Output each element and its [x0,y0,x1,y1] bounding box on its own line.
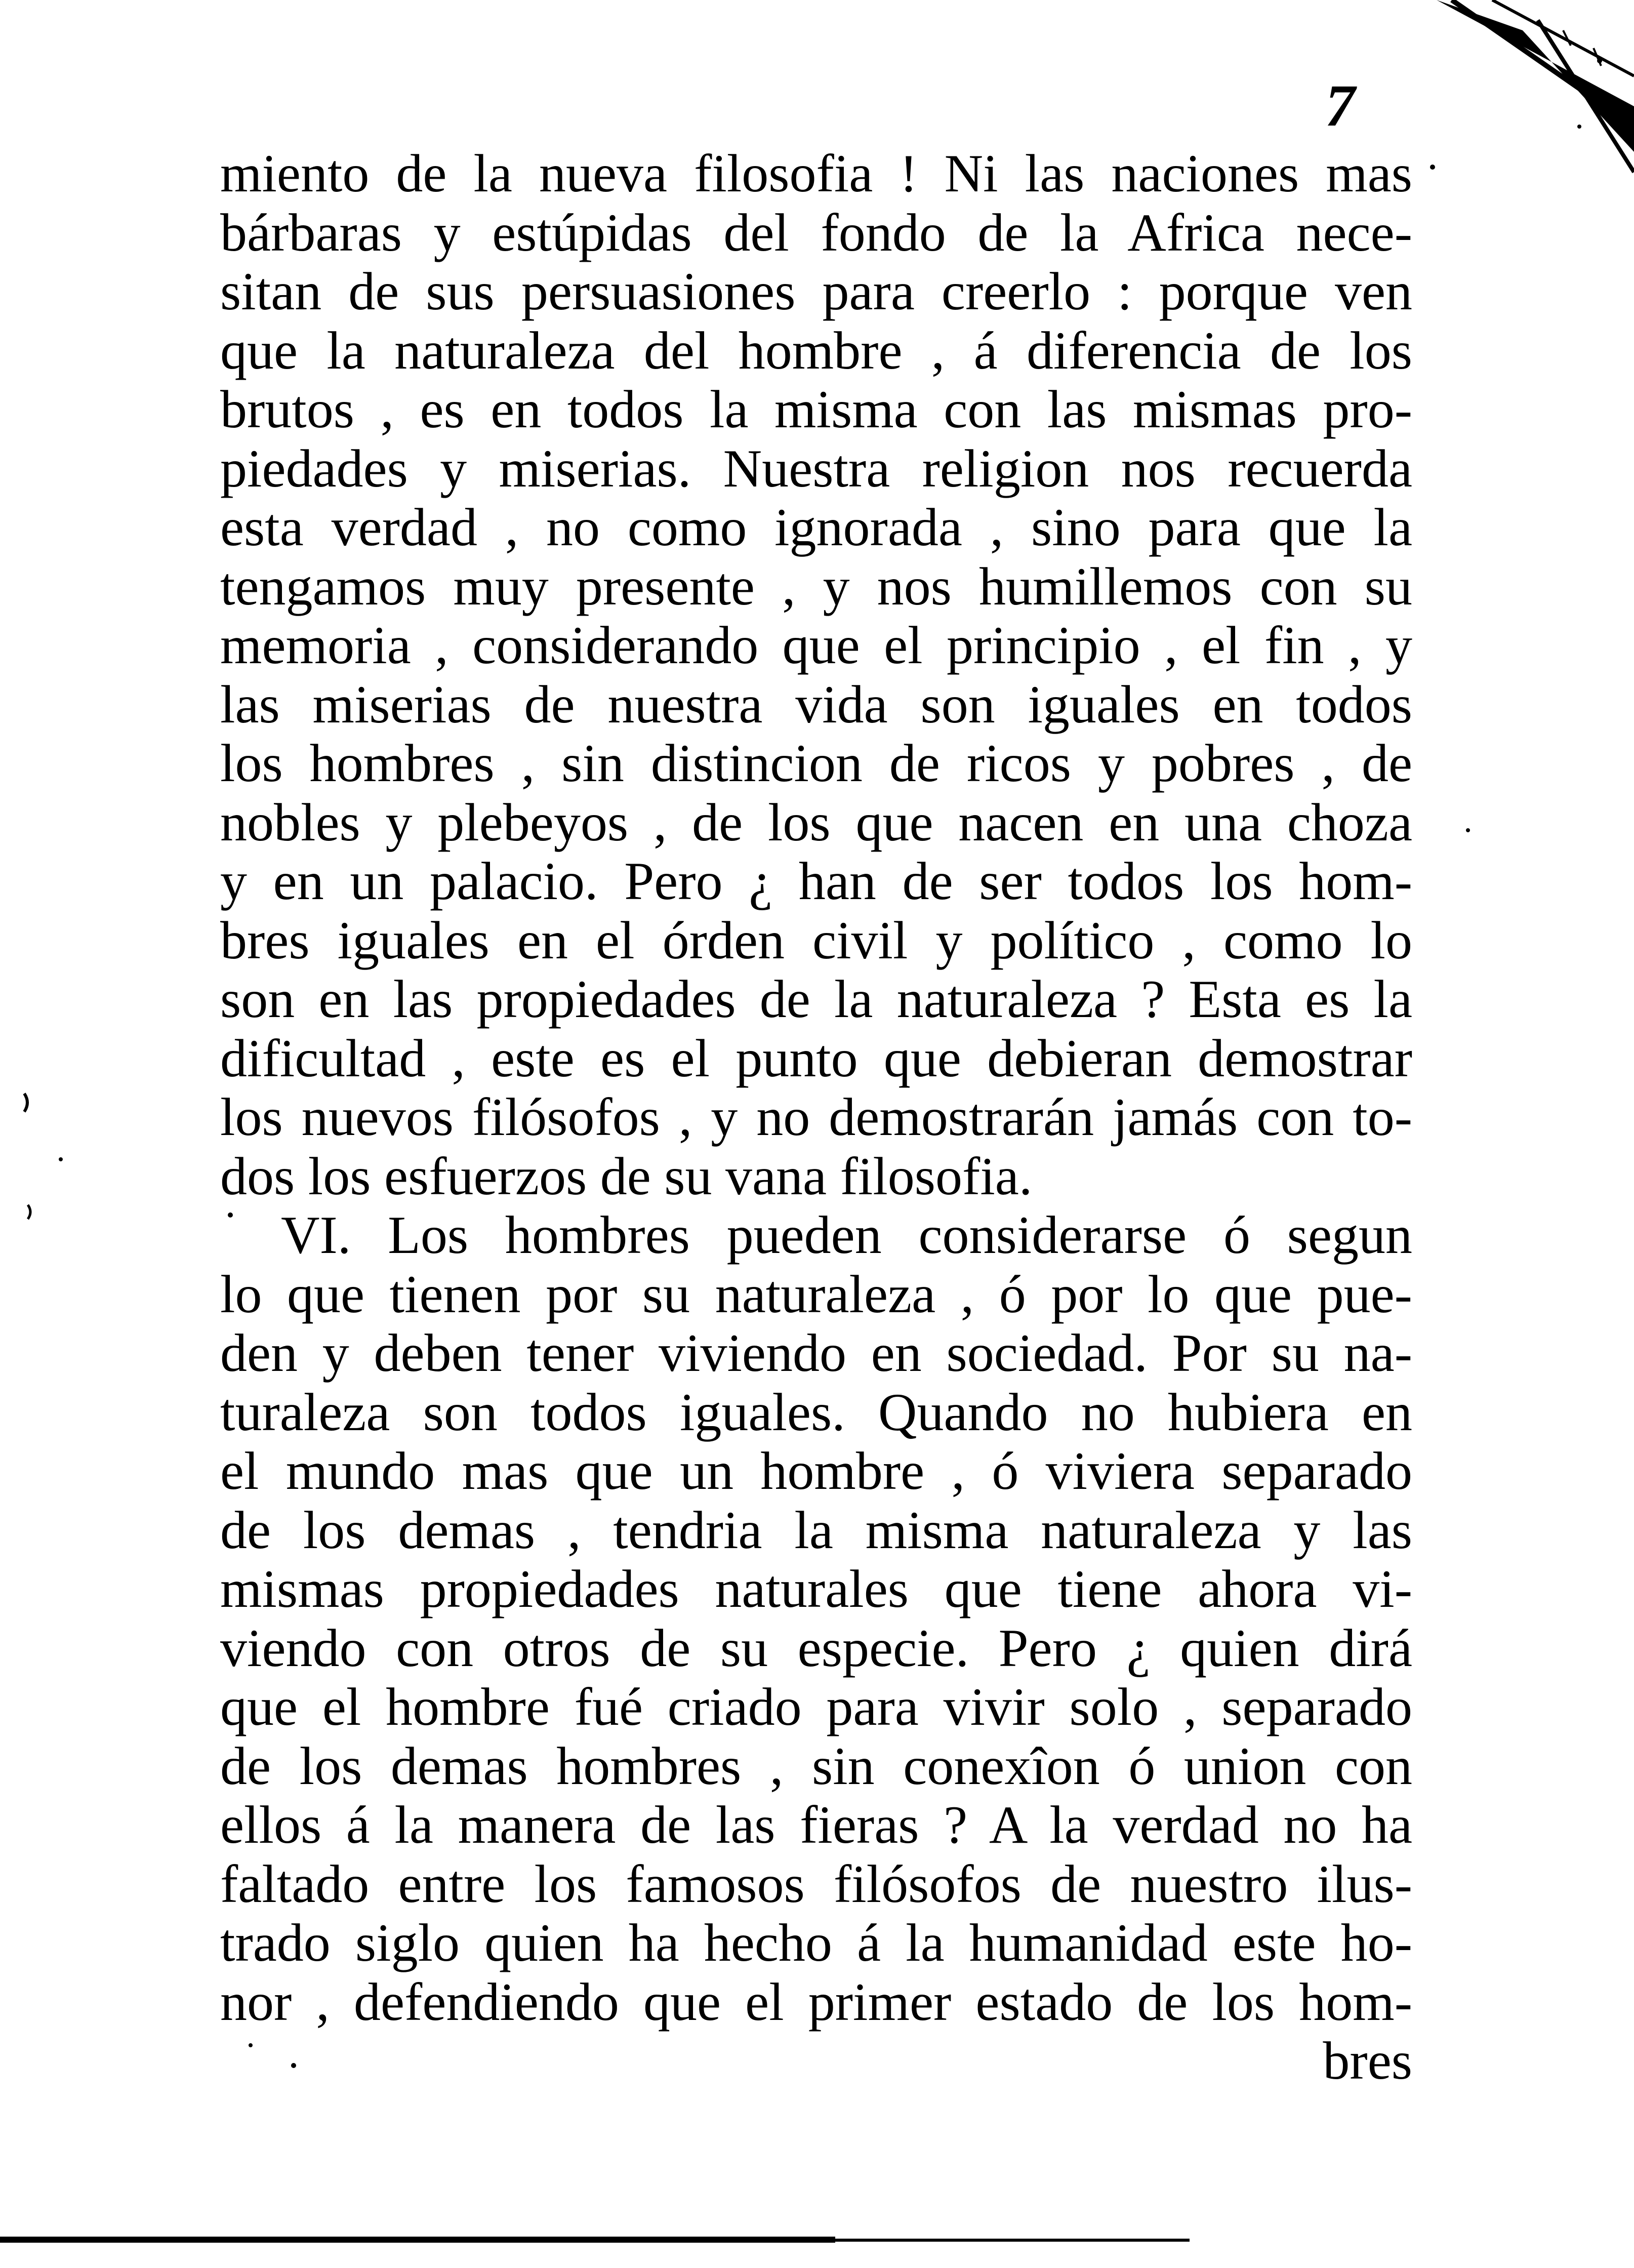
text-line: nobles y plebeyos , de los que nacen en una choza [220,792,1412,852]
text-line: que el hombre fué criado para vivir solo , separado [220,1677,1412,1736]
text-line: piedades y miserias. Nuestra religion nos recuerda [220,438,1412,498]
text-line: trado siglo quien ha hecho á la humanidad este ho- [220,1913,1412,1972]
catchword: bres [1323,2031,1412,2090]
text-line: nor , defendiendo que el primer estado de los hom- [220,1972,1412,2032]
text-line: miento de la nueva filosofia ! Ni las naciones mas [220,144,1412,203]
text-line: den y deben tener viviendo en sociedad. Por su na- [220,1323,1412,1383]
text-line: esta verdad , no como ignorada , sino para que la [220,498,1412,557]
text-line: que la naturaleza del hombre , á diferencia de los [220,320,1412,380]
text-line: memoria , considerando que el principio , el fin , y [220,616,1412,675]
section-heading-line: VI. Los hombres pueden considerarse ó segun [281,1205,1412,1265]
text-line: los hombres , sin distincion de ricos y pobres , de [220,734,1412,793]
text-line: bárbaras y estúpidas del fondo de la Africa nece- [220,202,1412,262]
text-line: brutos , es en todos la misma con las mismas pro- [220,380,1412,439]
text-line: tengamos muy presente , y nos humillemos con su [220,556,1412,616]
text-line: dos los esfuerzos de su vana filosofia. [220,1146,1033,1206]
text-line: turaleza son todos iguales. Quando no hubiera en [220,1382,1412,1442]
text-line: de los demas , tendria la misma naturaleza y las [220,1500,1412,1560]
text-line: y en un palacio. Pero ¿ han de ser todos los hom- [220,852,1412,911]
text-line: los nuevos filósofos , y no demostrarán jamás con to- [220,1087,1412,1147]
text-line: mismas propiedades naturales que tiene ahora vi- [220,1559,1412,1618]
text-line: faltado entre los famosos filósofos de nuestro ilus- [220,1854,1412,1914]
text-line: de los demas hombres , sin conexîon ó union con [220,1736,1412,1796]
text-line: sitan de sus persuasiones para creerlo : porque ven [220,262,1412,321]
text-line: bres iguales en el órden civil y político , como lo [220,910,1412,970]
page-number: 7 [1325,72,1355,139]
text-line: viendo con otros de su especie. Pero ¿ quien dirá [220,1618,1412,1678]
page-bottom-edge [0,2233,1634,2248]
body-text [220,144,1412,2091]
text-line: ellos á la manera de las fieras ? A la verdad no ha [220,1795,1412,1854]
text-line: las miserias de nuestra vida son iguales en todos [220,674,1412,734]
text-line: son en las propiedades de la naturaleza ? Esta es la [220,969,1412,1029]
text-line: el mundo mas que un hombre , ó viviera separado [220,1441,1412,1501]
text-line: dificultad , este es el punto que debieran demostrar [220,1028,1412,1088]
text-line: lo que tienen por su naturaleza , ó por lo que pue- [220,1264,1412,1324]
